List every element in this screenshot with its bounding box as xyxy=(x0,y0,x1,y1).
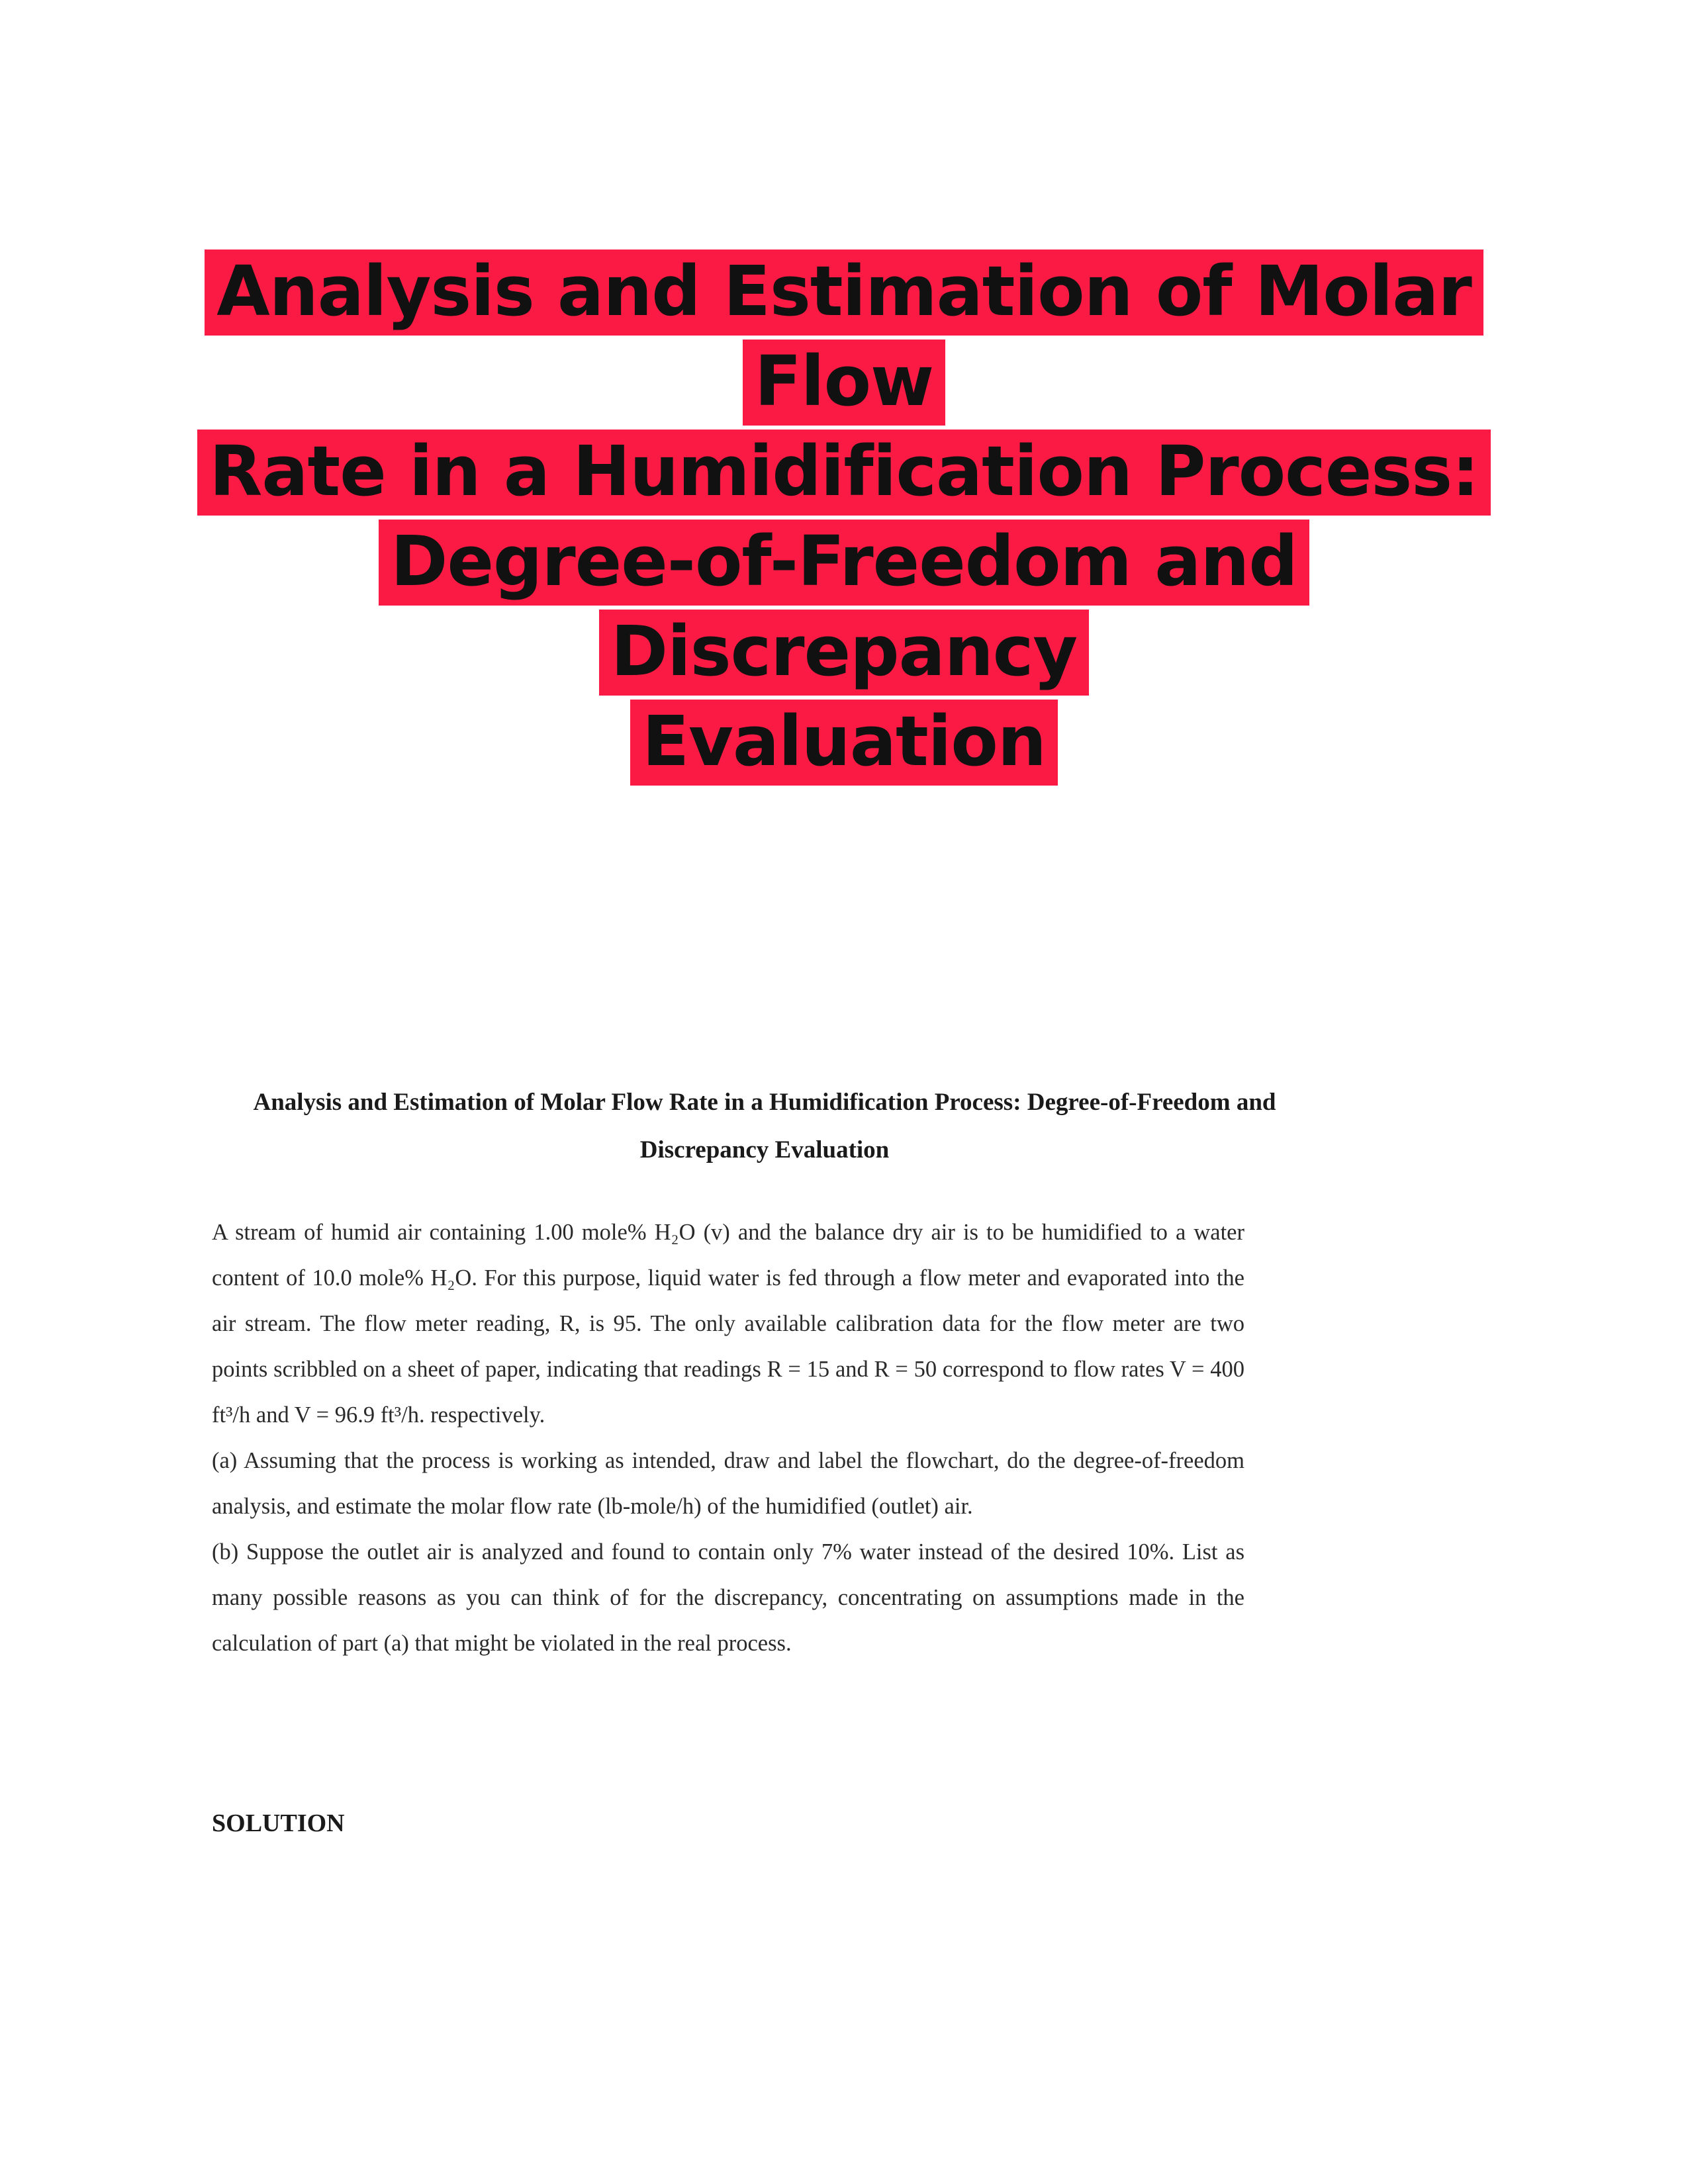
document-title: Analysis and Estimation of Molar Flow Rate in a Humidification Process: Degree-of-Freedom and Discrepancy Evaluation xyxy=(253,1089,1276,1163)
problem-paragraph: A stream of humid air containing 1.00 mole% H₂O (v) and the balance dry air is to be humidified to a water content of 10.0 mole% H₂O. For this purpose, liquid water is fed through a flow meter and evaporated into the air stream. The flow meter reading, R, is 95. The only available calibration data for the flow meter are two points scribbled on a sheet of paper, indicating that readings R = 15 and R = 50 correspond to flow rates V = 400 ft³/h and V = 96.9 ft³/h. respectively. xyxy=(212,1220,1244,1428)
banner-line-1: Analysis and Estimation of Molar Flow xyxy=(205,250,1483,426)
problem-statement xyxy=(212,1210,1244,1666)
solution-heading: SOLUTION xyxy=(212,1809,345,1837)
part-a-paragraph: (a) Assuming that the process is working as intended, draw and label the flowchart, do the degree-of-freedom analysis, and estimate the molar flow rate (lb-mole/h) of the humidified (outlet) air. xyxy=(212,1448,1244,1519)
banner-line-4: Evaluation xyxy=(630,700,1058,786)
part-b-paragraph: (b) Suppose the outlet air is analyzed and found to contain only 7% water instead of the desired 10%. List as many possible reasons as you can think of for the discrepancy, concentrating on assumptions made in the calculation of part (a) that might be violated in the real process. xyxy=(212,1539,1244,1656)
banner-line-3: Degree-of-Freedom and Discrepancy xyxy=(379,520,1309,696)
highlighted-title-banner xyxy=(159,246,1529,786)
banner-line-2: Rate in a Humidification Process: xyxy=(197,430,1491,516)
